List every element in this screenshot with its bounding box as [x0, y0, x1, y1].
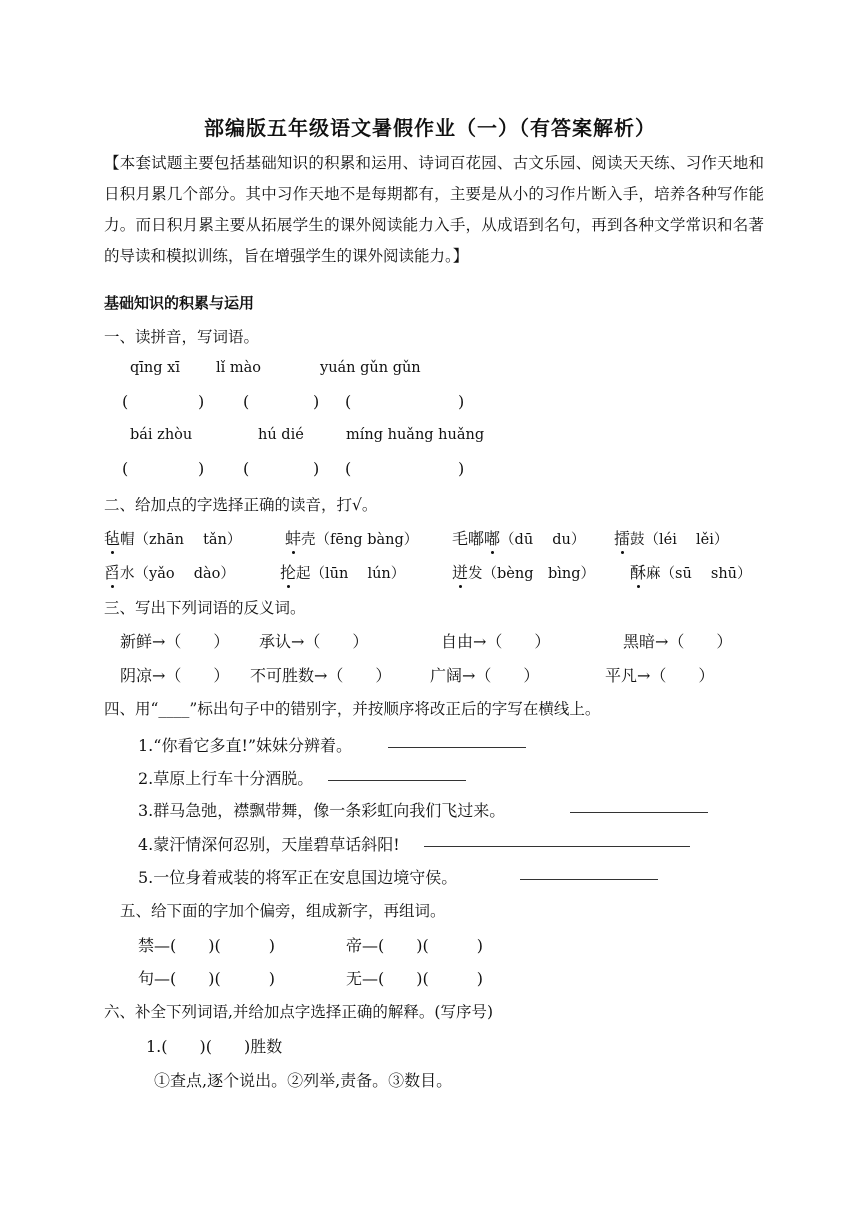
- answer-blank[interactable]: [520, 865, 658, 880]
- answer-blank[interactable]: [570, 798, 708, 813]
- answer-blank[interactable]: [424, 832, 690, 847]
- reading-choice: 毡帽（zhān tǎn）: [104, 526, 241, 549]
- reading-choice: 舀水（yǎo dào）: [104, 560, 235, 583]
- radical-item: 句—( )( ): [138, 969, 275, 988]
- page-title: 部编版五年级语文暑假作业（一）（有答案解析）: [204, 116, 656, 140]
- antonym-item: 平凡→（ ）: [605, 666, 715, 685]
- q1-pinyin: hú dié: [258, 427, 304, 443]
- reading-choice: 酥麻（sū shū）: [630, 560, 752, 583]
- answer-paren-right: ): [458, 459, 465, 478]
- antonym-item: 承认→（ ）: [259, 632, 369, 651]
- reading-choice: 毛嘟嘟（dū du）: [452, 526, 585, 549]
- answer-paren-left: (: [122, 459, 129, 478]
- answer-paren-left: (: [243, 459, 250, 478]
- q1-title: 一、读拼音，写词语。: [104, 328, 260, 346]
- radical-item: 帝—( )( ): [346, 936, 483, 955]
- correction-sentence: 3.群马急弛，襟飘带舞，像一条彩虹向我们飞过来。: [138, 801, 506, 820]
- answer-paren-right: ): [458, 392, 465, 411]
- correction-sentence: 4.蒙汗情深何忍别，天崖碧草话斜阳!: [138, 835, 400, 854]
- q1-pinyin: lǐ mào: [216, 360, 262, 376]
- reading-choice: 蚌壳（fēng bàng）: [285, 526, 418, 549]
- radical-item: 禁—( )( ): [138, 936, 275, 955]
- antonym-item: 广阔→（ ）: [430, 666, 540, 685]
- answer-paren-right: ): [313, 459, 320, 478]
- answer-paren-left: (: [345, 392, 352, 411]
- answer-blank[interactable]: [388, 733, 526, 748]
- q1-pinyin: míng huǎng huǎng: [346, 427, 485, 443]
- q1-pinyin: qīng xī: [130, 360, 180, 376]
- reading-choice: 迸发（bèng bìng）: [452, 560, 595, 583]
- antonym-item: 黑暗→（ ）: [623, 632, 733, 651]
- q1-pinyin: bái zhòu: [130, 427, 193, 443]
- q2-title: 二、给加点的字选择正确的读音，打√。: [104, 496, 378, 514]
- correction-sentence: 2.草原上行车十分酒脱。: [138, 769, 314, 788]
- reading-choice: 擂鼓（léi lěi）: [614, 526, 728, 549]
- answer-paren-right: ): [198, 392, 205, 411]
- q1-pinyin: yuán gǔn gǔn: [320, 360, 421, 376]
- answer-blank[interactable]: [328, 766, 466, 781]
- section-heading: 基础知识的积累与运用: [104, 294, 255, 312]
- answer-paren-left: (: [345, 459, 352, 478]
- answer-paren-right: ): [313, 392, 320, 411]
- intro-paragraph: 【本套试题主要包括基础知识的积累和运用、诗词百花园、古文乐园、阅读天天练、习作天地和日积月累几个部分。其中习作天地不是每期都有，主要是从小的习作片断入手，培养各种写作能力。而日积月累主要从拓展学生的课外阅读能力入手，从成语到名句，再到各种文学常识和名著的导读和模拟训练，旨在增强学生的课外阅读能力。】: [104, 154, 764, 265]
- definition-options: ①查点,逐个说出。②列举,责备。③数目。: [154, 1071, 453, 1090]
- idiom-item: 1.( )( )胜数: [146, 1037, 283, 1056]
- correction-sentence: 5.一位身着戒装的将军正在安息国边境守侯。: [138, 868, 458, 887]
- radical-item: 无—( )( ): [346, 969, 483, 988]
- antonym-item: 不可胜数→（ ）: [250, 666, 392, 685]
- antonym-item: 阴凉→（ ）: [120, 666, 230, 685]
- reading-choice: 抡起（lūn lún）: [280, 560, 405, 583]
- antonym-item: 自由→（ ）: [441, 632, 551, 651]
- answer-paren-left: (: [122, 392, 129, 411]
- q5-title: 五、给下面的字加个偏旁，组成新字，再组词。: [120, 902, 446, 920]
- answer-paren-left: (: [243, 392, 250, 411]
- correction-sentence: 1.“你看它多直!”妹妹分辨着。: [138, 736, 353, 755]
- q6-title: 六、补全下列词语,并给加点字选择正确的解释。(写序号): [104, 1003, 494, 1021]
- q3-title: 三、写出下列词语的反义词。: [104, 599, 306, 617]
- q4-title: 四、用“____”标出句子中的错别字，并按顺序将改正后的字写在横线上。: [104, 700, 601, 718]
- antonym-item: 新鲜→（ ）: [120, 632, 230, 651]
- answer-paren-right: ): [198, 459, 205, 478]
